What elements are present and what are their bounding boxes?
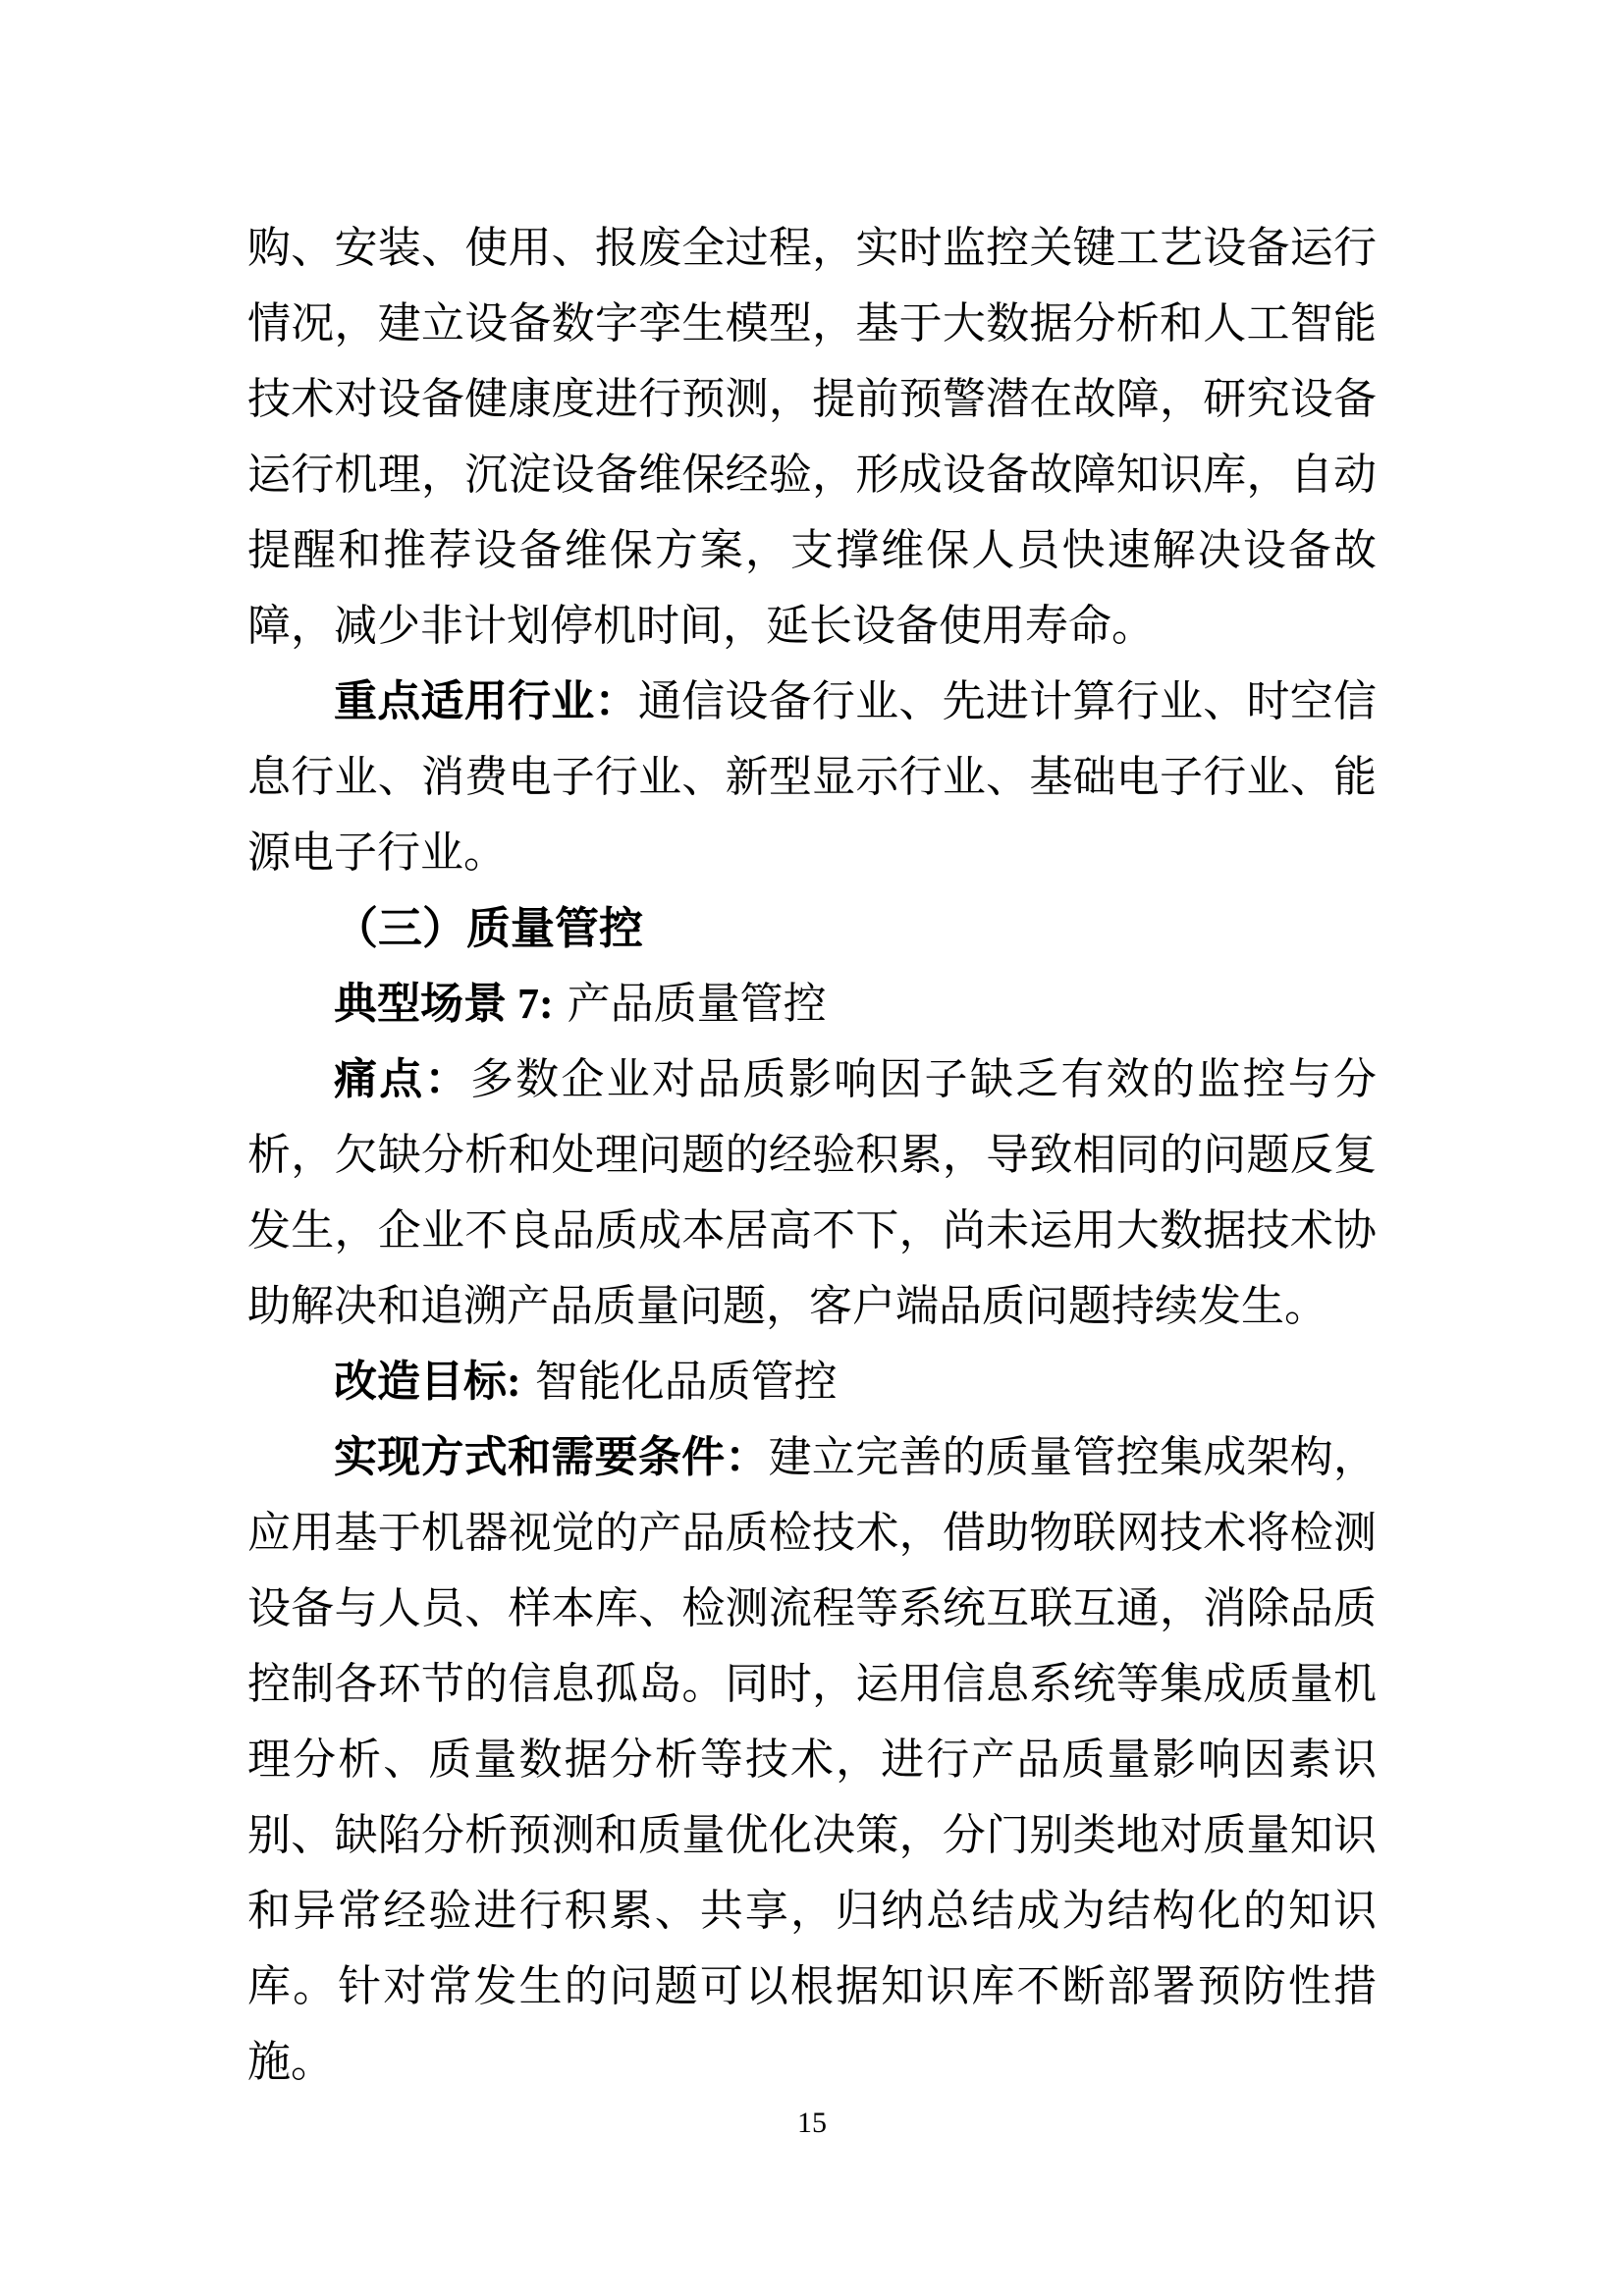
paragraph-implementation-method [247,1419,1377,2100]
key-industries-label: 重点适用行业： [334,677,638,725]
page-content [247,210,1377,2100]
implementation-method-text: 建立完善的质量管控集成架构，应用基于机器视觉的产品质检技术，借助物联网技术将检测设备与人员、样本库、检测流程等系统互联互通，消除品质控制各环节的信息孤岛。同时，运用信息系统等集成质量机理分析、质量数据分析等技术，进行产品质量影响因素识别、缺陷分析预测和质量优化决策，分门别类地对质量知识和异常经验进行积累、共享，归纳总结成为结构化的知识库。针对常发生的问题可以根据知识库不断部署预防性措施。 [247,1433,1377,2086]
key-industries-text: 通信设备行业、先进计算行业、时空信息行业、消费电子行业、新型显示行业、基础电子行业、能源电子行业。 [247,677,1378,877]
page-number: 15 [797,2107,827,2139]
pain-point-text: 多数企业对品质影响因子缺乏有效的监控与分析，欠缺分析和处理问题的经验积累，导致相同的问题反复发生，企业不良品质成本居高不下，尚未运用大数据技术协助解决和追溯产品质量问题，客户端品质问题持续发生。 [247,1055,1378,1330]
paragraph-equipment-maintenance: 购、安装、使用、报废全过程，实时监控关键工艺设备运行情况，建立设备数字孪生模型，基于大数据分析和人工智能技术对设备健康度进行预测，提前预警潜在故障，研究设备运行机理，沉淀设备维保经验，形成设备故障知识库，自动提醒和推荐设备维保方案，支撑维保人员快速解决设备故障，减少非计划停机时间，延长设备使用寿命。 [247,224,1377,650]
paragraph-key-industries [247,664,1377,890]
scenario-7-label: 典型场景 7: [334,980,554,1028]
scenario-7-value: 产品质量管控 [567,980,827,1028]
scenario-7-line [247,966,1377,1041]
transformation-goal-line [247,1344,1377,1419]
transformation-goal-value: 智能化品质管控 [534,1358,838,1406]
page-footer [0,2107,1624,2140]
paragraph-pain-point [247,1041,1377,1344]
pain-point-label: 痛点： [334,1055,470,1103]
implementation-method-label: 实现方式和需要条件： [334,1433,769,1481]
transformation-goal-label: 改造目标: [334,1358,521,1406]
section-heading-quality-control: （三）质量管控 [334,903,644,953]
